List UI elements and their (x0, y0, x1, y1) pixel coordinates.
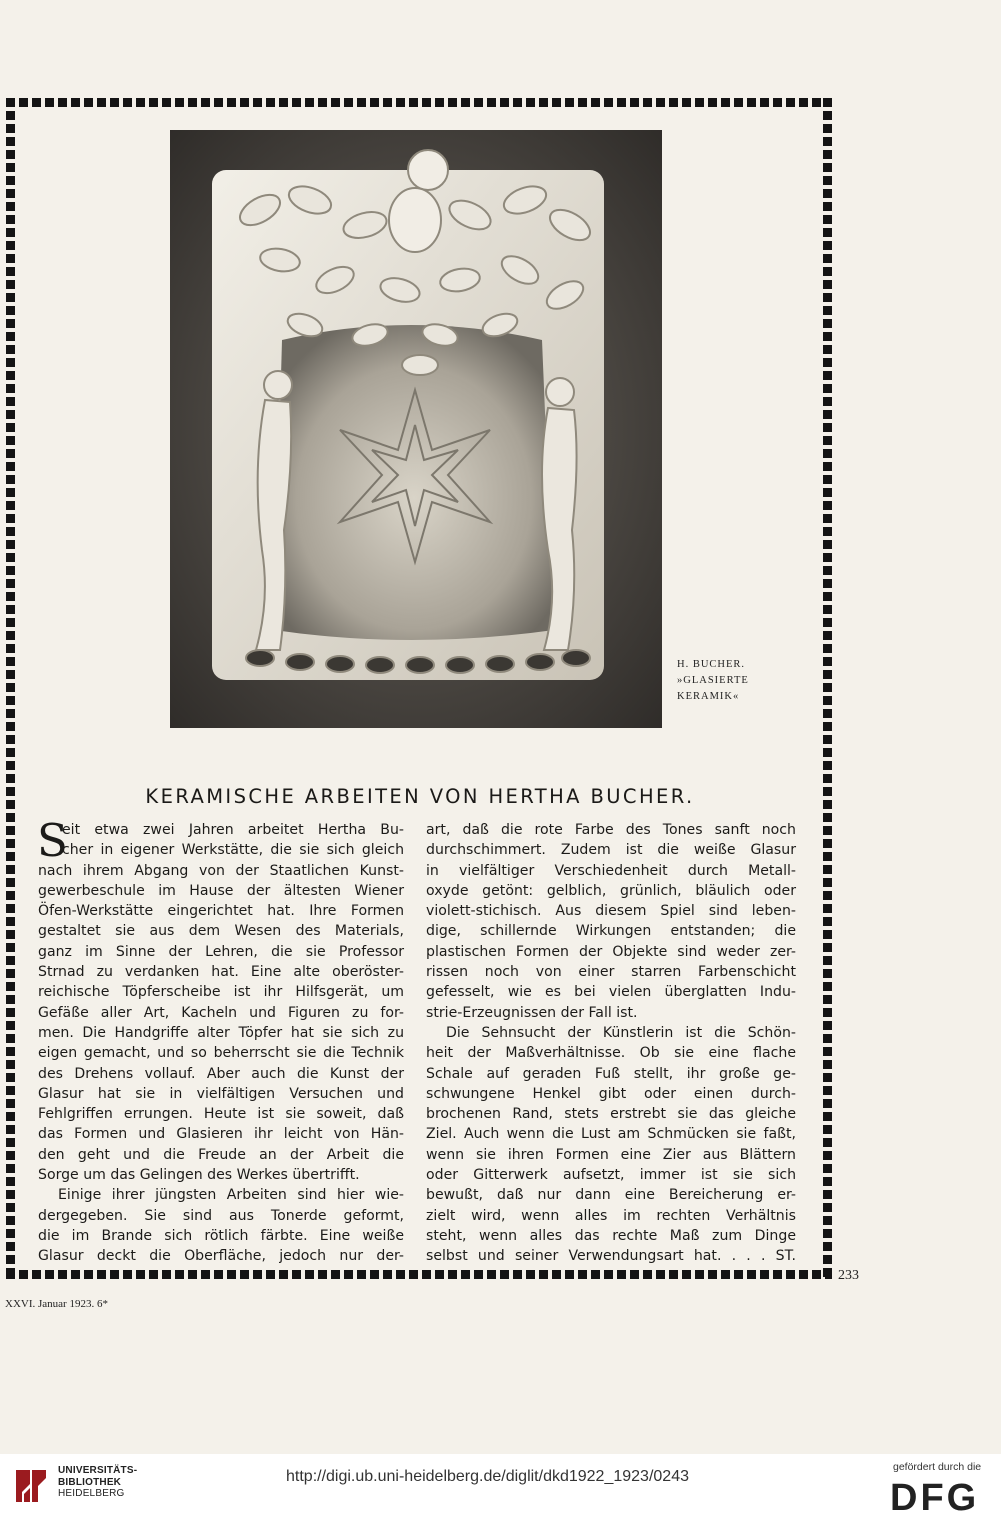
caption-title-line1: »GLASIERTE (677, 675, 749, 686)
university-library-name (58, 1465, 137, 1500)
article-column-right (426, 820, 796, 1267)
text-line: eigen gemacht, und so beherrscht sie die Technik (38, 1045, 404, 1062)
text-line: Fehlgriffen errungen. Heute ist sie soweit, daß (38, 1106, 404, 1123)
dfg-logo: DFG (890, 1477, 980, 1519)
text-line: dige, schillernde Wirkungen entstanden; die (426, 923, 796, 940)
text-line: Schale auf geraden Fuß stellt, ihr große ge- (426, 1065, 796, 1082)
text-line: selbst und seiner Verwendungsart hat. . . . ST. (426, 1248, 796, 1265)
text-line: rissen noch von einer starren Farbenschicht (426, 964, 796, 981)
text-line: plastischen Formen der Objekte sind weder zer- (426, 943, 796, 960)
text-line: Glasur hat sie in vielfältigen Versuchen und (38, 1085, 404, 1102)
ceramic-frame-photo (170, 130, 662, 728)
print-signature: XXVI. Januar 1923. 6* (5, 1298, 108, 1310)
text-line: gefesselt, wie es bei vielen überglatten Indu- (426, 984, 796, 1001)
text-line: Sorge um das Gelingen des Werkes übertrifft. (38, 1167, 360, 1184)
frame-border-top (6, 98, 832, 107)
text-line: das Formen und Glasieren ihr leicht von Hän- (38, 1126, 404, 1143)
library-line-3: HEIDELBERG (58, 1488, 125, 1499)
text-line: des Drehens vollauf. Aber auch die Kunst der (38, 1065, 404, 1082)
article-column-left (37, 814, 404, 1267)
text-line: Öfen-Werkstätte eingerichtet hat. Ihre Formen (38, 903, 404, 920)
text-line: Glasur deckt die Oberfläche, jedoch nur der- (38, 1248, 404, 1265)
frame-border-left (6, 98, 15, 1279)
text-line: nach ihrem Abgang von der Staatlichen Kunst- (38, 862, 404, 879)
text-line: Ziel. Auch wenn die Lust am Schmücken sie faßt, (426, 1126, 796, 1143)
text-line: schwungene Henkel gibt oder einen durch- (426, 1085, 796, 1102)
text-line: oxyde getönt: gelblich, grünlich, bläulich oder (426, 882, 796, 899)
text-line: in vielfältiger Verschiedenheit durch Metall- (426, 862, 796, 879)
text-line: Gefäße aller Art, Kacheln und Figuren zu for- (38, 1004, 404, 1021)
text-line: die im Brande sich rötlich färbte. Eine weiße (38, 1227, 404, 1244)
text-line: heit der Maßverhältnisse. Ob sie eine flache (426, 1045, 796, 1062)
caption-title-line2: KERAMIK« (677, 691, 740, 702)
library-line-1: UNIVERSITÄTS- (58, 1465, 138, 1476)
permalink-url[interactable]: http://digi.ub.uni-heidelberg.de/diglit/dkd1922_1923/0243 (286, 1468, 689, 1485)
text-line: wenn sie ihren Formen eine Zier aus Blättern (426, 1146, 796, 1163)
text-line: den geht und die Freude an der Arbeit die (38, 1146, 404, 1163)
caption-artist: H. BUCHER. (677, 659, 746, 670)
text-line: oder Gitterwerk aufsetzt, immer ist sie sich (426, 1167, 796, 1184)
text-line: reichische Töpferscheibe ist ihr Hilfsgerät, um (38, 984, 404, 1001)
text-line: durchschimmert. Zudem ist die weiße Glasur (426, 842, 796, 859)
text-line: brochenen Rand, stets erstrebt sie das gleiche (426, 1106, 796, 1123)
page-number: 233 (838, 1268, 859, 1283)
frame-border-right (823, 98, 832, 1279)
text-line: men. Die Handgriffe alter Töpfer hat sie sich zu (38, 1024, 404, 1041)
photo-caption (677, 657, 797, 705)
text-line: art, daß die rote Farbe des Tones sanft noch (426, 822, 796, 838)
text-line: bewußt, daß nur dann eine Bereicherung er- (426, 1187, 796, 1204)
text-line: ganz im Sinne der Lehren, die sie Professor (38, 943, 404, 960)
article-headline: KERAMISCHE ARBEITEN VON HERTHA BUCHER. (145, 785, 695, 808)
drop-cap: S (37, 814, 68, 867)
text-line: zielt wird, wenn alles im rechten Verhältnis (426, 1207, 796, 1224)
text-line: strie-Erzeugnissen der Fall ist. (426, 1004, 638, 1021)
funded-by-label: gefördert durch die (893, 1461, 982, 1473)
text-line: Die Sehnsucht der Künstlerin ist die Schön- (446, 1024, 796, 1041)
frame-border-bottom (6, 1270, 832, 1279)
text-line: gestaltet sie aus dem Wesen des Materials, (38, 923, 404, 940)
text-line: dergegeben. Sie sind aus Tonerde geformt, (38, 1207, 404, 1224)
digitization-footer (0, 1454, 1001, 1526)
text-line: Einige ihrer jüngsten Arbeiten sind hier wie- (58, 1187, 404, 1204)
text-line: steht, wenn alles das rechte Maß zum Dinge (426, 1227, 796, 1244)
text-line: Strnad zu verdanken hat. Eine alte oberöster- (38, 964, 404, 981)
text-line: violett-stichisch. Aus diesem Spiel sind leben- (426, 903, 796, 920)
text-line: eit etwa zwei Jahren arbeitet Hertha Bu- (62, 822, 404, 838)
library-line-2: BIBLIOTHEK (58, 1476, 122, 1488)
text-line: cher in eigener Werkstätte, die sie sich gleich (62, 842, 404, 859)
text-line: gewerbeschule im Hause der ältesten Wiener (38, 882, 404, 899)
university-library-logo-icon (10, 1462, 52, 1506)
